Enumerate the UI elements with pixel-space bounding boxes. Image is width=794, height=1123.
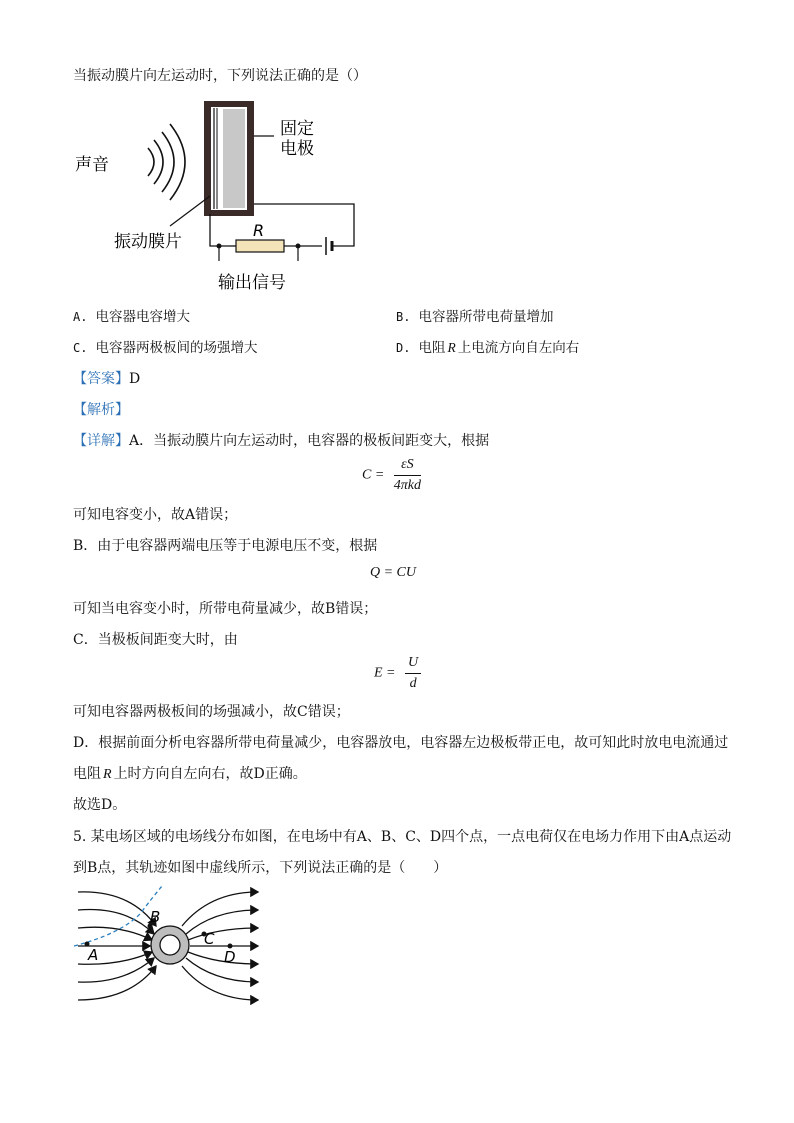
choose-line: 故选D。 [73, 797, 127, 813]
detail-b-line: B．由于电容器两端电压等于电源电压不变，根据 [73, 538, 378, 554]
field-line [78, 966, 156, 1000]
capacitor-microphone-figure [70, 96, 370, 296]
detail-c-line: C．当极板间距变大时，由 [73, 632, 238, 648]
label-membrane: 振动膜片 [114, 232, 182, 252]
detail-a-conclusion: 可知电容变小，故A错误； [73, 507, 238, 523]
field-line [78, 927, 152, 940]
analysis-tag: 【解析】 [73, 402, 129, 418]
label-a: A [88, 946, 99, 964]
option-d: D. 电阻 R 上电流方向自左向右 [396, 340, 580, 356]
answer-line [73, 369, 140, 389]
field-line [188, 952, 258, 964]
detail-b-conclusion: 可知当电容变小时，所带电荷量减少，故B错误； [73, 601, 378, 617]
label-d: D [224, 948, 236, 966]
detail-d-line1: D．根据前面分析电容器所带电荷量减少，电容器放电，电容器左边极板带正电，故可知此时放电电流通过 [73, 735, 729, 751]
answer-value: D [129, 371, 141, 387]
label-c: C [204, 930, 215, 948]
detail-d-line2: 电阻 R 上时方向自左向右，故D正确。 [73, 766, 307, 782]
label-b: B [150, 908, 161, 926]
fixed-electrode [223, 109, 245, 208]
field-line [182, 966, 258, 1000]
option-b: B. 电容器所带电荷量增加 [396, 309, 554, 325]
formula-charge: Q = CU [370, 565, 417, 580]
question5-line1: 5. 某电场区域的电场线分布如图，在电场中有A、B、C、D四个点，一点电荷仅在电场力作用下由A点运动 [73, 829, 732, 845]
sound-wave-icon [148, 124, 185, 200]
label-fixed-2: 电极 [280, 139, 314, 159]
formula-field: E = $\frac{U}{d}$ [374, 654, 421, 693]
electric-field-figure [70, 884, 270, 1009]
label-output: 输出信号 [218, 273, 286, 293]
detail-c-conclusion: 可知电容器两极板间的场强减小，故C错误； [73, 704, 350, 720]
label-sound: 声音 [75, 155, 109, 175]
question-intro: 当振动膜片向左运动时，下列说法正确的是（） [73, 68, 367, 84]
option-a: A. 电容器电容增大 [73, 309, 190, 325]
detail-a-line: 【详解】A．当振动膜片向左运动时，电容器的极板间距变大，根据 [73, 433, 490, 449]
formula-capacitance: C = $\frac{\varepsilon S}{\text{4πkd}}$ [362, 457, 422, 493]
label-resistor: R [253, 221, 265, 240]
trajectory-dashed [74, 886, 162, 946]
question5-line2: 到B点，其轨迹如图中虚线所示，下列说法正确的是（ ） [73, 860, 448, 876]
field-line [182, 892, 258, 926]
detail-tag: 【详解】 [73, 433, 129, 449]
resistor [236, 240, 284, 252]
label-fixed-1: 固定 [280, 119, 314, 139]
answer-tag: 【答案】 [73, 371, 129, 387]
option-c: C. 电容器两极板间的场强增大 [73, 340, 258, 356]
field-line [188, 928, 258, 940]
